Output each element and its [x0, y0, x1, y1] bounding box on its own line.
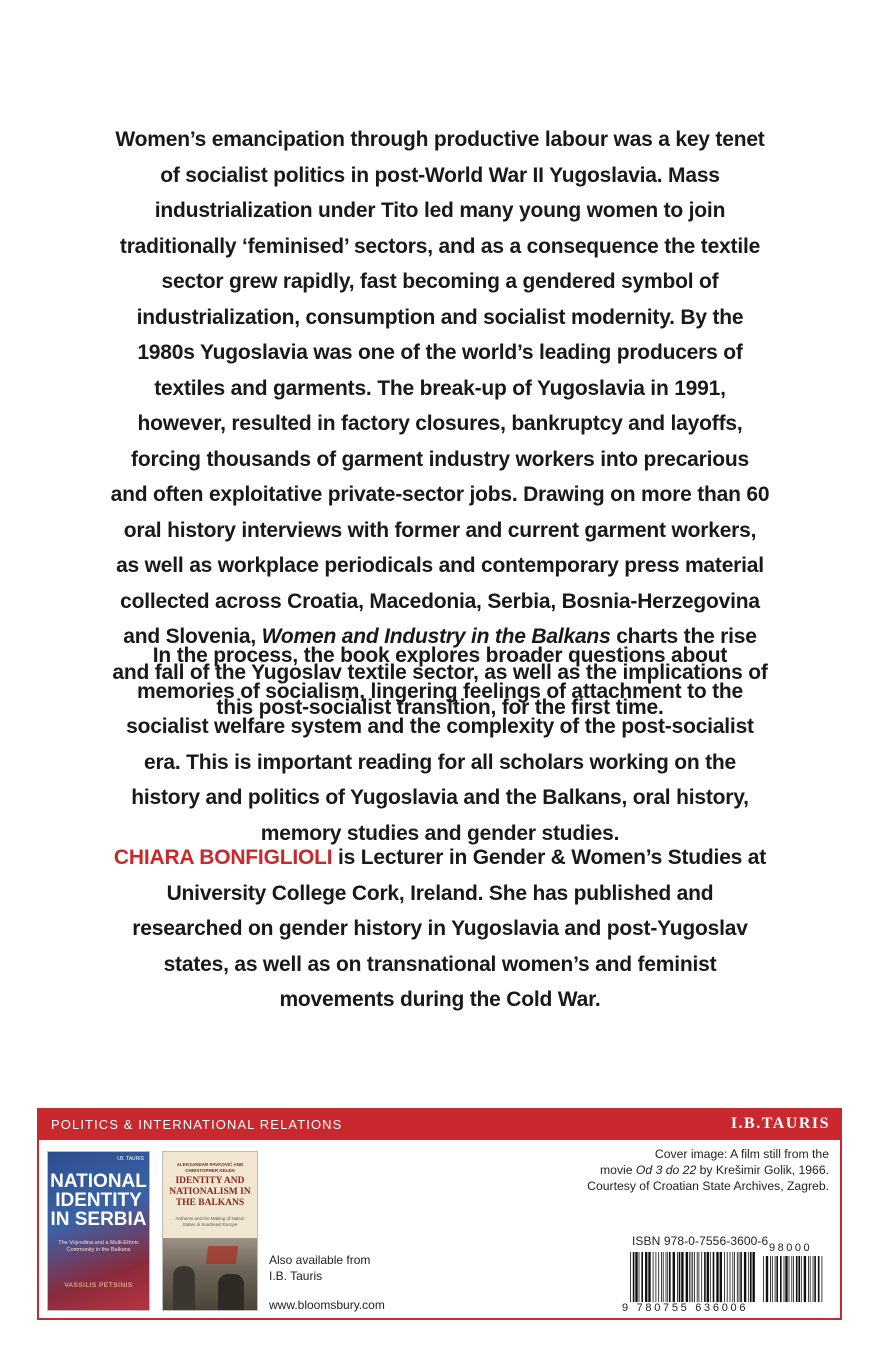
barcode-bar	[645, 1252, 647, 1302]
barcode-bar	[732, 1252, 733, 1302]
barcode-bar	[808, 1256, 809, 1302]
credit-line	[529, 1162, 829, 1178]
imprint-label: I.B. TAURIS	[117, 1156, 144, 1162]
flag-shape	[206, 1246, 239, 1264]
barcode-bar	[677, 1252, 678, 1302]
barcode-bar	[766, 1256, 768, 1302]
title-line: THE BALKANS	[175, 1198, 245, 1208]
barcode-bar	[727, 1252, 728, 1302]
cover-image-credit	[529, 1146, 829, 1194]
barcode-bar	[656, 1252, 657, 1302]
cover-photo-image	[163, 1238, 257, 1310]
barcode-bar	[785, 1256, 787, 1302]
barcode-bar	[789, 1256, 790, 1302]
barcode-bar	[707, 1252, 709, 1302]
barcode-bar	[704, 1252, 706, 1302]
barcode-bar	[648, 1252, 650, 1302]
credit-line: Courtesy of Croatian State Archives, Zagreb.	[587, 1179, 829, 1193]
barcode-bar	[780, 1256, 782, 1302]
blurb-paragraph-2: In the process, the book explores broader questions about memories of socialism, lingering feelings of attachment to the socialist welfare system and the complexity of the post-socialist era. This is important reading for all scholars working on the history and politics of Yugoslavia and the Balkans, oral history, memory studies and gender studies.	[126, 644, 754, 845]
barcode-bar	[798, 1256, 800, 1302]
barcode-bar	[753, 1252, 755, 1302]
barcode-bar	[667, 1252, 668, 1302]
related-book-author: VASSILIS PETSINIS	[64, 1282, 133, 1289]
barcode-bar	[630, 1252, 631, 1302]
barcode-bar	[784, 1256, 785, 1302]
barcode-bar	[639, 1252, 640, 1302]
barcode-bar	[692, 1252, 693, 1302]
ean-digits: 9 780755 636006	[622, 1302, 749, 1314]
barcode-bar	[796, 1256, 798, 1302]
barcode-bar	[801, 1256, 802, 1302]
barcode-bar	[701, 1252, 702, 1302]
barcode-bar	[814, 1256, 816, 1302]
category-band	[39, 1110, 840, 1140]
barcode-bar	[661, 1252, 662, 1302]
barcode-bar	[686, 1252, 688, 1302]
barcode-bar	[710, 1252, 711, 1302]
related-book-subtitle: The Vojvodina and a Multi-Ethnic Community in the Balkans	[58, 1240, 139, 1253]
barcode-bar	[818, 1256, 820, 1302]
barcode-bar	[669, 1252, 671, 1302]
barcode-bar	[633, 1252, 635, 1302]
barcode-bar	[713, 1252, 715, 1302]
barcode-bar	[666, 1252, 667, 1302]
barcode-bar	[748, 1252, 749, 1302]
book-title-italic: Women and Industry in the Balkans	[261, 625, 611, 648]
barcode-bar	[744, 1252, 746, 1302]
title-line: IN SERBIA	[50, 1209, 147, 1230]
barcode-bar	[772, 1256, 773, 1302]
also-available-publisher: I.B. Tauris	[269, 1269, 323, 1283]
figure-shape	[218, 1274, 244, 1310]
barcode-main	[630, 1252, 755, 1302]
barcode-bar	[739, 1252, 740, 1302]
publisher-logo: I.B.TAURIS	[730, 1115, 830, 1132]
barcode-bar	[716, 1252, 718, 1302]
barcode-bar	[763, 1256, 764, 1302]
related-book-title	[48, 1172, 149, 1229]
barcode-bar	[663, 1252, 664, 1302]
figure-shape	[173, 1266, 195, 1310]
barcode-bar	[689, 1252, 690, 1302]
barcode-bar	[737, 1252, 738, 1302]
barcode-bar	[804, 1256, 806, 1302]
barcode-bar	[635, 1252, 637, 1302]
credit-text: by Krešimir Golik, 1966.	[699, 1163, 829, 1177]
barcode-bar	[681, 1252, 683, 1302]
barcode-bar	[641, 1252, 643, 1302]
blurb-paragraph-1	[110, 122, 770, 726]
barcode-bar	[822, 1256, 823, 1302]
author-bio	[110, 840, 770, 1018]
barcode-bar	[653, 1252, 654, 1302]
credit-line: Cover image: A film still from the	[654, 1147, 829, 1161]
series-label: POLITICS & INTERNATIONAL RELATIONS	[51, 1117, 343, 1132]
also-available-line: Also available from	[269, 1253, 371, 1267]
barcode-bar	[740, 1252, 742, 1302]
title-line: NATIONAL	[50, 1171, 147, 1192]
barcode-bar	[724, 1252, 725, 1302]
barcode-bar	[699, 1252, 700, 1302]
blurb-text-a: Women’s emancipation through productive labour was a key tenet of socialist politics in post-World War II Yugoslavia. Mass industrialization under Tito led many young women to join traditionally ‘feminised’ sectors, and as a consequence the textile sector grew rapidly, fast becoming a gendered symbol of industrialization, consumption and socialist modernity. By the 1980s Yugoslavia was one of the world’s leading producers of textiles and garments. The break-up of Yugoslavia in 1991, however, resulted in factory closures, bankruptcy and layoffs, forcing thousands of garment industry workers into precarious and often exploitative private-sector jobs. Drawing on more than 60 oral history interviews with former and current garment workers, as well as workplace periodicals and contemporary press material collected across Croatia, Macedonia, Serbia, Bosnia-Herzegovina and Slovenia,	[110, 128, 770, 648]
barcode-bar	[658, 1252, 659, 1302]
barcode-addon	[763, 1256, 823, 1302]
barcode-bar	[775, 1256, 776, 1302]
author-name: CHIARA BONFIGLIOLI	[113, 846, 333, 869]
back-cover-panel	[37, 1108, 842, 1320]
addon-digits: 98000	[769, 1242, 813, 1254]
barcode-bar	[810, 1256, 811, 1302]
barcode-bar	[694, 1252, 695, 1302]
also-available-text	[269, 1252, 370, 1284]
barcode-bar	[679, 1252, 681, 1302]
barcode-bar	[770, 1256, 771, 1302]
barcode-bar	[734, 1252, 735, 1302]
barcode-bar	[697, 1252, 698, 1302]
barcode-bar	[750, 1252, 752, 1302]
author-bio-text: is Lecturer in Gender & Women’s Studies at University College Cork, Ireland. She has published and researched on gender history in Yugoslavia and post-Yugoslav states, as well as on transnational women’s and feminist movements during the Cold War.	[132, 846, 767, 1011]
related-book-authors: ALEKSANDAR PAVKOVIĆ AND CHRISTOPHER KELEN	[176, 1162, 244, 1173]
barcode-bar	[791, 1256, 792, 1302]
barcode-bar	[691, 1252, 692, 1302]
barcode-bar	[730, 1252, 731, 1302]
related-book-cover-balkans[interactable]	[163, 1152, 257, 1310]
website-link[interactable]: www.bloomsbury.com	[269, 1298, 385, 1312]
barcode-bar	[776, 1256, 778, 1302]
related-book-cover-serbia[interactable]	[48, 1152, 149, 1310]
barcode-bar	[793, 1256, 794, 1302]
related-book-title	[165, 1176, 255, 1209]
title-line: IDENTITY	[55, 1190, 142, 1211]
barcode-bar	[673, 1252, 675, 1302]
title-line: IDENTITY AND	[175, 1176, 245, 1186]
title-line: NATIONALISM IN	[169, 1187, 251, 1197]
credit-text: movie	[600, 1163, 633, 1177]
blurb-text-b: charts the rise and fall of the Yugoslav textile sector, as well as the implications of this post-socialist transition, for the first time.	[112, 625, 768, 719]
barcode-bar	[720, 1252, 722, 1302]
isbn-label: ISBN 978-0-7556-3600-6	[632, 1234, 769, 1248]
related-book-subtitle: Anthems and the Making of Nation States in Southeast Europe	[175, 1216, 245, 1227]
barcode-bar	[813, 1256, 814, 1302]
film-title: Od 3 do 22	[635, 1163, 697, 1177]
